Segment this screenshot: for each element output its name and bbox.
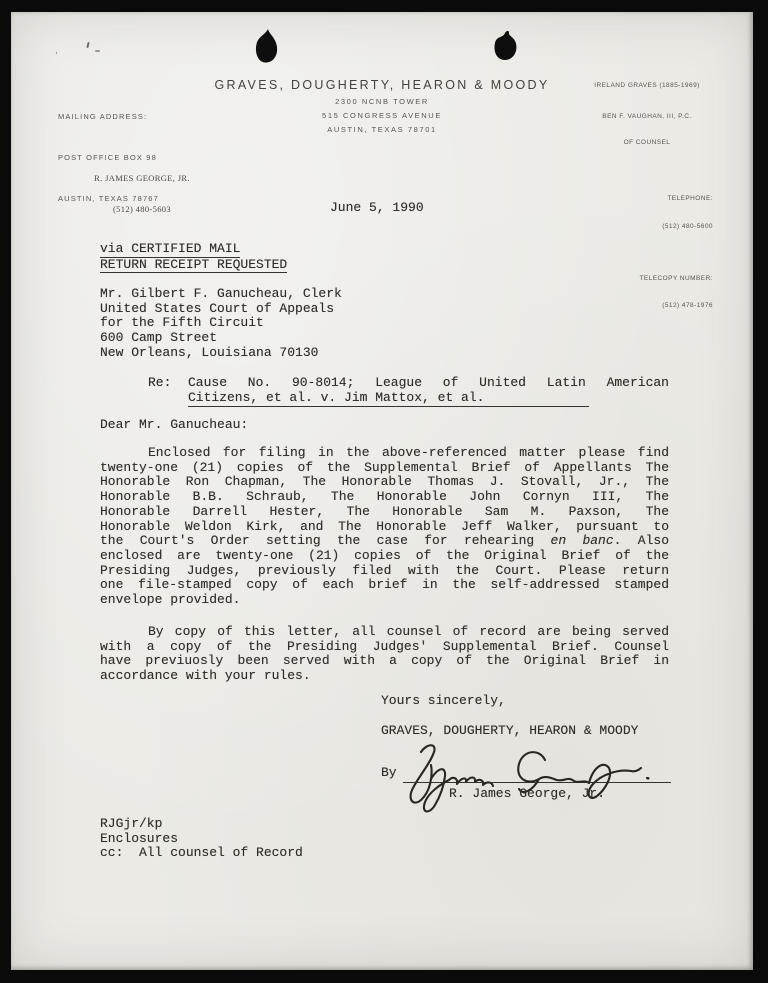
- handwritten-signature: [395, 738, 657, 818]
- telecopy-label: TELECOPY NUMBER:: [639, 274, 713, 282]
- recipient-line: 600 Camp Street: [100, 330, 218, 346]
- by-label: By: [381, 765, 397, 780]
- re-case-line: Cause No. 90-8014; League of United Latin American: [188, 375, 669, 390]
- body-line: Honorable B.B. Schraub, The Honorable John Cornyn III, The: [100, 489, 669, 505]
- body-line: envelope provided.: [100, 592, 241, 608]
- delivery-request: RETURN RECEIPT REQUESTED: [100, 256, 288, 272]
- phone-block: [581, 176, 713, 329]
- re-case-style: Citizens, et al. v. Jim Mattox, et al.: [188, 391, 589, 408]
- enclosures-line: Enclosures: [100, 830, 179, 846]
- body-line: one file-stamped copy of each brief in the self-addressed stamped: [100, 577, 669, 593]
- firm-address-line: 515 CONGRESS AVENUE: [322, 110, 442, 120]
- body-line: [100, 534, 669, 549]
- recipient-line: Mr. Gilbert F. Ganucheau, Clerk: [100, 286, 342, 301]
- memorial-line: IRELAND GRAVES (1885-1969): [594, 82, 700, 89]
- body-line: Enclosed for filing in the above-referenced matter please find: [148, 445, 669, 460]
- of-counsel-name: BEN F. VAUGHAN, III, P.C.: [602, 113, 692, 121]
- mailing-line: POST OFFICE BOX 98: [58, 152, 157, 162]
- reference-block: [100, 817, 303, 861]
- recipient-line: New Orleans, Louisiana 70130: [100, 344, 319, 360]
- re-text: [188, 376, 669, 407]
- body-line: By copy of this letter, all counsel of record are being served: [148, 624, 669, 639]
- body-line: with a copy of the Presiding Judges' Supplemental Brief. Counsel: [100, 638, 669, 654]
- author-name: R. JAMES GEORGE, JR.: [94, 173, 190, 184]
- telephone-label: TELEPHONE:: [667, 195, 713, 203]
- telephone-group: [581, 176, 713, 250]
- letter-date: June 5, 1990: [330, 200, 424, 215]
- latin-phrase: en banc: [550, 533, 614, 549]
- recipient-line: United States Court of Appeals: [100, 300, 335, 316]
- letter-page: [11, 12, 753, 970]
- paragraph-2: [100, 625, 669, 684]
- body-line: Presiding Judges, previously filed with the Court. Please return: [100, 562, 669, 578]
- stray-pen-mark: [86, 42, 89, 48]
- recipient-address: [100, 287, 342, 361]
- ink-blot-icon: [255, 28, 279, 64]
- stray-pen-mark: [95, 50, 100, 52]
- closing-firm-name: GRAVES, DOUGHERTY, HEARON & MOODY: [381, 723, 639, 738]
- body-line: twenty-one (21) copies of the Supplemental Brief of Appellants The: [100, 459, 669, 475]
- firm-name: GRAVES, DOUGHERTY, HEARON & MOODY: [214, 78, 550, 92]
- cc-line: cc: All counsel of Record: [100, 845, 303, 861]
- signature-block: [381, 738, 681, 822]
- body-line: Honorable Darrell Hester, The Honorable Sam M. Paxson, The: [100, 503, 669, 519]
- body-text: . Also: [613, 533, 669, 549]
- body-line: Honorable Weldon Kirk, and The Honorable Jeff Walker, pursuant to: [100, 518, 669, 534]
- mailing-label: MAILING ADDRESS:: [58, 112, 148, 122]
- body-text: the Court's Order setting the case for rehearing: [100, 533, 535, 549]
- delivery-method: via CERTIFIED MAIL: [100, 241, 241, 256]
- signer-typed-name: R. James George, Jr.: [449, 786, 606, 801]
- ink-blot-icon: [493, 30, 519, 61]
- firm-address-line: 2300 NCNB TOWER: [335, 97, 429, 106]
- delivery-block: [100, 242, 287, 273]
- mailing-line: AUSTIN, TEXAS 78767: [58, 193, 159, 203]
- of-counsel-label: OF COUNSEL: [623, 138, 671, 146]
- reference-initials: RJGjr/kp: [100, 816, 163, 831]
- telephone-number: (512) 480-5600: [662, 222, 713, 230]
- body-line: enclosed are twenty-one (21) copies of the Original Brief of the: [100, 547, 669, 563]
- re-label: Re:: [148, 375, 172, 390]
- closing: Yours sincerely,: [381, 693, 506, 708]
- body-line: Honorable Ron Chapman, The Honorable Thomas J. Stovall, Jr., The: [100, 474, 669, 490]
- telecopy-group: [581, 255, 713, 329]
- letterhead-right-block: [581, 82, 713, 335]
- recipient-line: for the Fifth Circuit: [100, 315, 264, 331]
- telecopy-number: (512) 478-1976: [662, 302, 713, 310]
- author-block: [77, 153, 207, 235]
- firm-address-line: AUSTIN, TEXAS 78701: [327, 124, 437, 134]
- stray-pen-mark: ,: [55, 45, 58, 56]
- body-line: have previuosly been served with a copy of the Original Brief in: [100, 653, 669, 669]
- body-line: accordance with your rules.: [100, 668, 311, 684]
- salutation: Dear Mr. Ganucheau:: [100, 417, 249, 432]
- of-counsel-block: [581, 96, 713, 165]
- re-block: [148, 376, 670, 407]
- paragraph-1: [100, 446, 669, 608]
- author-phone: (512) 480-5603: [112, 204, 172, 215]
